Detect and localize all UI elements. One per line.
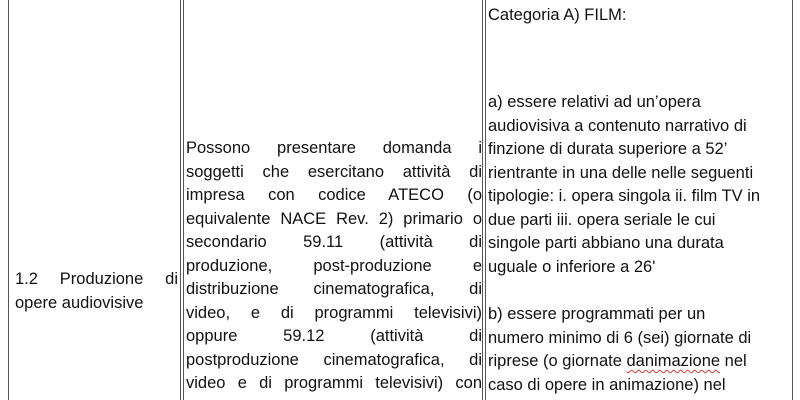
- table-cell-section: [15, 0, 180, 400]
- eligibility-line: secondario 59.11 (attività di: [186, 233, 482, 251]
- requirement-b-text: nel: [720, 352, 747, 370]
- requirement-a: [488, 91, 788, 279]
- table-cell-requirements: [488, 0, 788, 400]
- eligibility-paragraph: [186, 137, 482, 396]
- eligibility-line: oppure 59.12 (attività di: [186, 327, 482, 345]
- requirement-b-line: [488, 350, 788, 374]
- requirement-b-text: riprese (o giornate: [488, 352, 627, 370]
- column-divider-2: [482, 0, 483, 400]
- category-heading: Categoria A) FILM:: [488, 6, 627, 24]
- requirement-b-line: caso di opere in animazione) nel: [488, 375, 726, 394]
- eligibility-line: produzione, post-produzione e: [186, 256, 482, 275]
- eligibility-line: Possono presentare domanda i: [186, 139, 482, 157]
- requirement-b-line: b) essere programmati per un: [488, 305, 706, 323]
- eligibility-line: equivalente NACE Rev. 2) primario o: [186, 209, 482, 228]
- eligibility-line: video, e di programmi televisivi): [186, 303, 482, 322]
- requirement-a-line: uguale o inferiore a 26': [488, 257, 656, 276]
- requirement-a-line: singole parti abbiano una durata: [488, 234, 724, 252]
- eligibility-line: postproduzione cinematografica, di: [186, 350, 482, 369]
- requirement-a-line: tipologie: i. opera singola ii. film TV in: [488, 187, 761, 205]
- eligibility-line: distribuzione cinematografica, di: [186, 280, 482, 298]
- requirement-a-line: due parti iii. opera seriale le cui: [488, 210, 716, 229]
- table-cell-eligibility: [186, 0, 482, 400]
- requirement-a-line: rientrante in una delle nelle seguenti: [488, 163, 754, 182]
- column-divider-1: [180, 0, 181, 400]
- requirement-b-line: numero minimo di 6 (sei) giornate di: [488, 328, 752, 347]
- section-title-line-1: 1.2 Produzione di: [15, 270, 178, 288]
- eligibility-line: impresa con codice ATECO (o: [186, 186, 482, 204]
- eligibility-line: video e di programmi televisivi) con: [186, 374, 482, 392]
- requirement-a-line: audiovisiva a contenuto narrativo di: [488, 116, 747, 135]
- section-title-line-2: opere audiovisive: [15, 294, 144, 312]
- requirement-a-line: a) essere relativi ad un’opera: [488, 93, 701, 111]
- spellcheck-flagged-word: danimazione: [626, 352, 721, 370]
- table-border-right: [792, 0, 793, 400]
- eligibility-line: soggetti che esercitano attività di: [186, 162, 482, 181]
- requirement-b: [488, 303, 788, 397]
- table-border-left: [8, 0, 9, 400]
- requirement-a-line: finzione di durata superiore a 52’: [488, 140, 728, 158]
